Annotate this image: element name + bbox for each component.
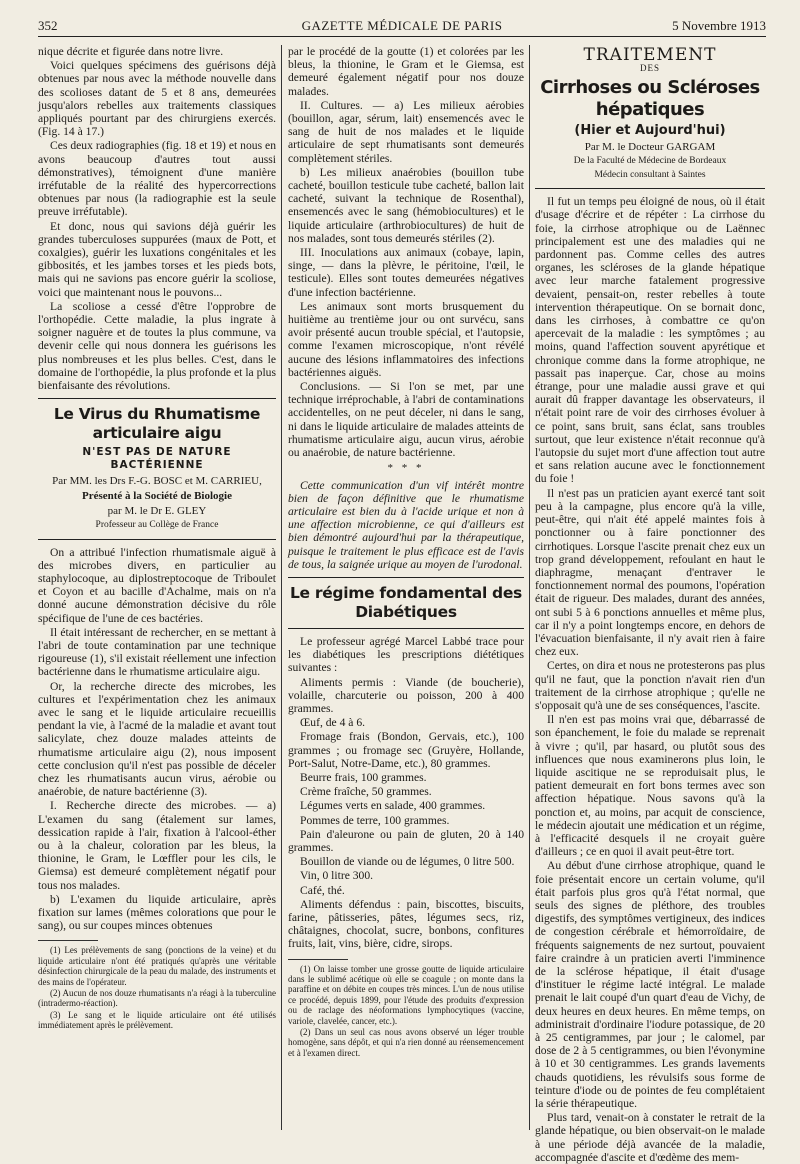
paragraph: Le professeur agrégé Marcel Labbé trace pour les diabétiques les prescriptions diététiques suivantes : (288, 634, 524, 675)
footnote: (1) On laisse tomber une grosse goutte de liquide articulaire dans le sublimé acétique où elle se coagule ; on monte dans la paraffine et on débite en coupes très minces. L'un de nous utilise ce procédé, depuis 1899, pour l'étude des produits d'expression ou de raclage des néoformations lymphocytiques (vaccine, variole, clavelée, cancer, etc.). (288, 963, 524, 1026)
paragraph: nique décrite et figurée dans notre livre. (38, 45, 224, 58)
article-authors: Par MM. les Drs F.-G. BOSC et M. CARRIEU, (52, 474, 262, 487)
paragraph: Vin, 0 litre 300. (300, 869, 374, 883)
paragraph: Les animaux sont morts brusquement du huitième au trentième jour ou ont survécu, sans avoir présenté aucun trouble spécial, et l'autopsie, comme l'examen microscopique, n'ont révélé aucune des lésions inflammatoires des infections bactériennes aiguës. (288, 299, 524, 379)
paragraph: Et donc, nous qui savions déjà guérir les grandes tuberculoses suppurées (maux de Pott, et coxalgies), guérir les luxations congénitales et les gibbosités, et les jambes torses et les pieds bots, mais qui ne savions pas encore guérir la scoliose, voici que maintenant nous le pouvons... (38, 219, 276, 299)
author-affiliation: De la Faculté de Médecine de Bordeaux (573, 155, 727, 166)
paragraph: Aliments permis : Viande (de boucherie), volaille, charcuterie ou poisson, 200 à 400 grammes. (288, 675, 524, 715)
article-title: Le Virus du Rhumatisme articulaire aigu (53, 405, 261, 443)
paragraph: Aliments défendus : pain, biscottes, biscuits, farine, pâtisseries, pâtes, légumes secs, riz, châtaignes, chocolat, sucre, bonbons, confitures fruits, lait, vins, bière, cidre, sirops. (288, 897, 524, 951)
journal-title: GAZETTE MÉDICALE DE PARIS (301, 18, 503, 33)
paragraph: Pain d'aleurone ou pain de gluten, 20 à 140 grammes. (288, 827, 524, 854)
section-rule (288, 628, 524, 629)
section-rule (38, 539, 276, 540)
paragraph: Ces deux radiographies (fig. 18 et 19) et nous en avons beaucoup d'autres tout aussi démonstratives), témoignent d'une manière irréfutable de la réalité des hypercorrections obtenues par nous (la radiographie est la seule preuve irréfutable). (38, 139, 276, 219)
paragraph: b) L'examen du liquide articulaire, après fixation sur lames (mêmes colorations que pour le sang), ou sur coupes minces obtenues (38, 892, 276, 933)
article-title: Cirrhoses ou Scléroses hépatiques (540, 77, 760, 121)
column-divider (281, 45, 282, 1130)
section-stars: * * * (387, 462, 425, 475)
paragraph: Fromage frais (Bondon, Gervais, etc.), 100 grammes ; ou fromage sec (Gruyère, Hollande, Port-Salut, Notre-Dame, etc.), 80 grammes. (288, 730, 524, 770)
paragraph: Au début d'une cirrhose atrophique, quand le foie présentait encore un certain volume, qu'il était parfois plus gros qu'à l'état normal, que seuls des signes de pléthore, des troubles digestifs, des symptômes vertigineux, des indices de congestion cérébrale et hémorroïdaire, de fréquents saignements de nez surtout, pouvaient faire craindre à un praticien averti l'imminence de la sclérose hépatique, il était d'usage d'instituer le régime lacté intégral. Le malade prenait le lait coupé d'un quart d'eau de Vichy, de deux heures en deux heures. En même temps, on administrait d'ordinaire l'iodure potassique, de 20 à 25 centigrammes, par jour ; le calomel, par dose de 2 à 5 centigrammes, ou bien l'évonymine à 10 et 30 centigrammes. Les grands lavements chauds quotidiens, les révulsifs sous forme de teinture d'iode ou de pointes de feu complétaient la série thérapeutique. (535, 859, 765, 1111)
paragraph: Crème fraîche, 50 grammes. (300, 785, 432, 799)
section-rule (38, 398, 276, 399)
paragraph: III. Inoculations aux animaux (cobaye, lapin, singe, — dans la plèvre, le péritoine, l'œil, le testicule). Elles sont toutes demeurées négatives d'une infection bactérienne. (288, 246, 524, 299)
section-rule (288, 577, 524, 578)
issue-date: 5 Novembre 1913 (672, 18, 766, 33)
paragraph: Légumes verts en salade, 400 grammes. (300, 799, 486, 813)
column-2 (288, 45, 524, 1065)
column-divider (529, 45, 530, 1130)
paragraph: II. Cultures. — a) Les milieux aérobies (bouillon, agar, sérum, lait) ensemencés avec le sang de huit de nos malades et le liquide articulaire de sept rhumatisants sont demeurés complètement stériles. (288, 98, 524, 165)
paragraph: Conclusions. — Si l'on se met, par une technique irréprochable, à l'abri de contaminations accidentelles, on ne peut déceler, ni dans le sang, ni dans le liquide articulaire de malades atteints de rhumatisme articulaire aigu, aucun virus, aérobie ou anaérobie, de nature bactérienne. (288, 380, 524, 460)
footnote: (3) Le sang et le liquide articulaire ont été utilisés immédiatement après le prélèvement. (38, 1009, 276, 1031)
paragraph: Beurre frais, 100 grammes. (300, 770, 427, 784)
paragraph: Café, thé. (300, 883, 345, 897)
article-subtitle: N'EST PAS DE NATURE BACTÉRIENNE (82, 446, 232, 472)
footnote-rule (288, 959, 348, 960)
paragraph: Il n'en est pas moins vrai que, débarrassé de son épanchement, le foie du malade se reprenait à vivre ; qu'il, par hasard, ou plutôt sous des influences que nous examinerons plus loin, le liquide ascitique ne se reproduisait plus, le patient demeurait en fort bons termes avec son affection hépatique. Nous savons qu'à la ponction et, au moins, par acquit de conscience, le médecin ajoutait une médication et un régime, à l'efficacité desquels il ne croyait guère d'ailleurs ; ce en quoi il avait peut-être tort. (535, 713, 765, 859)
footnote: (2) Dans un seul cas nous avons observé un léger trouble homogène, sans dépôt, et qui n'a rien donné au réensemencement et à l'examen direct. (288, 1027, 524, 1058)
paragraph: La scoliose a cessé d'être l'opprobre de l'orthopédie. Cette maladie, la plus ingrate à soigner naguère et de toutes la plus commune, va devenir celle qui nous donnera les guérisons les plus nombreuses et les plus belles. C'est, dans le domaine de l'orthopédie, la plus profonde et la plus bienfaisante des révolutions. (38, 299, 276, 393)
paragraph: Voici quelques spécimens des guérisons déjà obtenues par nous avec la méthode nouvelle dans des scolioses datant de 5 et 8 ans, demeurées jusqu'alors rebelles aux traitements classiques appliqués pourtant par des chirurgiens exercés. (Fig. 14 à 17.) (38, 59, 276, 139)
paragraph: I. Recherche directe des microbes. — a) L'examen du sang (étalement sur lames, dessication rapide à l'air, fixation à l'alcool-éther ou à la chaleur, coloration par les bleus, la thionine, le Gram, le Lœffler pour les cils, le Giemsa) est demeuré complètement négatif pour tous nos malades. (38, 799, 276, 892)
paragraph: Certes, on dira et nous ne protesterons pas plus qu'il ne faut, que la ponction n'avait rien d'un traitement de la cirrhose atrophique ; qu'elle ne s'opposait qu'à une de ses conséquences, l'ascite. (535, 659, 765, 712)
page-number: 352 (38, 18, 58, 33)
presenter-title: Professeur au Collège de France (95, 520, 219, 531)
column-1 (38, 45, 276, 1065)
paragraph: On a attribué l'infection rhumatismale aiguë à des microbes divers, en particulier au staphylocoque, au diplostreptocoque de Triboulet et Coyon et au bacille d'Achalme, mais on n'a donné aucune démonstration décisive du rôle spécifique de l'une de ces bactéries. (38, 545, 276, 625)
article-author: Par M. le Docteur GARGAM (584, 140, 716, 153)
paragraph: Pommes de terre, 100 grammes. (300, 813, 450, 827)
paragraph: b) Les milieux anaérobies (bouillon tube cacheté, bouillon testicule tube cacheté, ballon lait cacheté, suivant la technique de Rosenthal), ensemencés avec le sang (hémobiocultures) et le liquide articulaire (arthrobiocultures) de huit de nos malades, sont tous demeurés stériles (2). (288, 165, 524, 245)
footnote: (2) Aucun de nos douze rhumatisants n'a réagi à la tuberculine (intradermo-réaction). (38, 988, 276, 1009)
paragraph: Il fut un temps peu éloigné de nous, où il était d'usage d'écrire et de répéter : La cirrhose du foie, la cirrhose atrophique ou de Laënnec principalement est une des maladies qui ne pardonnent pas. Comme celles des autres organes, les scléroses de la glande hépatique avec leur marche fatalement progressive devaient, pensait-on, rester rebelles à toute intervention thérapeutique. On se bornait donc, dans les cirrhoses, à combattre ce qu'on apercevait de la maladie : les symptômes ; au moins, quand l'affection souvent apyrétique et chronique comme dans la forme atrophique, ne passait pas inaperçue. Car, chose au moins étrange, pour une maladie aussi grave et qui aurait dû frapper davantage les observateurs, il n'était point rare de voir des cirrhoses évoluer à ce point, sans bruit, sans éclat, sans troubles surtout, que leur existence n'était reconnue qu'à l'autopsie du sujet mort d'une affection tout autre et sans relation aucune avec le fonctionnement du foie ! (535, 195, 765, 486)
paragraph: Bouillon de viande ou de légumes, 0 litre 500. (300, 855, 515, 869)
article-title-top: TRAITEMENT (583, 45, 717, 65)
paragraph: Or, la recherche directe des microbes, les cultures et l'expérimentation chez les animaux avec le sang et le liquide articulaire recueillis pendant la vie, à l'acmé de la maladie et avant tout salicylate, chez douze malades atteints de rhumatisme articulaire aigu (2), nous imposent cette conclusion qu'il n'est pas possible de déceler chez les rhumatisants aucun virus, aérobie ou anaérobie, de nature bactérienne (3). (38, 679, 276, 799)
author-affiliation: Médecin consultant à Saintes (594, 170, 706, 181)
article-title-des: DES (639, 63, 660, 74)
footnote-rule (38, 940, 98, 941)
footnote: (1) Les prélèvements de sang (ponctions de la veine) et du liquide articulaire n'ont été pratiqués qu'après une véritable désinfection chirurgicale de la peau du malade, des instruments et des mains de l'opérateur. (38, 945, 276, 987)
header-rule (38, 36, 766, 37)
article-title: Le régime fondamental des Diabétiques (289, 583, 522, 621)
presenter: par M. le Dr E. GLEY (107, 505, 207, 518)
paragraph: Œuf, de 4 à 6. (300, 716, 366, 730)
paragraph: Il était intéressant de rechercher, en se mettant à l'abri de toute contamination par une technique rigoureuse (1), s'il existait réellement une infection bactérienne dans le rhumatisme articulaire aigu. (38, 625, 276, 679)
paragraph: Cette communication d'un vif intérêt montre bien de façon définitive que le rhumatisme articulaire est bien du à l'acide urique et non à une affection microbienne, ce qui d'ailleurs est bien démontré aujourd'hui par la thérapeutique, puisque le traitement le plus efficace est de l'avis de tous, la saignée urique au moyen de l'urodonal. (288, 478, 524, 571)
paragraph: Plus tard, venait-on à constater le retrait de la glande hépatique, ou bien observait-on le malade à une période déjà avancée de la maladie, accompagnée d'ascite et d'œdème des mem- (535, 1111, 765, 1164)
paragraph: Il n'est pas un praticien ayant exercé tant soit peu à la campagne, plus encore qu'à la ville, peut-être, qui n'ait été appelé maintes fois à ponctionner ou à faire ponctionner des cirrhotiques. Lorsque l'ascite prenait chez eux un trop grand développement, refoulant en haut le diaphragme, menaçant d'entraver le fonctionnement normal des poumons, l'opération était de rigueur. Des malades, durant des années, ont subi 5 à 6 ponctions annuelles et même plus, car il n'y a point longtemps encore, en dehors de l'évacuation bienfaisante, il n'y avait rien à faire chez eux. (535, 486, 765, 659)
section-rule (535, 188, 765, 189)
paragraph: par le procédé de la goutte (1) et colorées par les bleus, la thionine, le Gram et le Giemsa, est demeuré également négatif pour nos douze malades. (288, 45, 524, 98)
presented-note: Présenté à la Société de Biologie (82, 489, 232, 502)
running-header (38, 14, 766, 38)
article-subtitle: (Hier et Aujourd'hui) (574, 123, 726, 139)
column-3 (535, 45, 765, 1164)
